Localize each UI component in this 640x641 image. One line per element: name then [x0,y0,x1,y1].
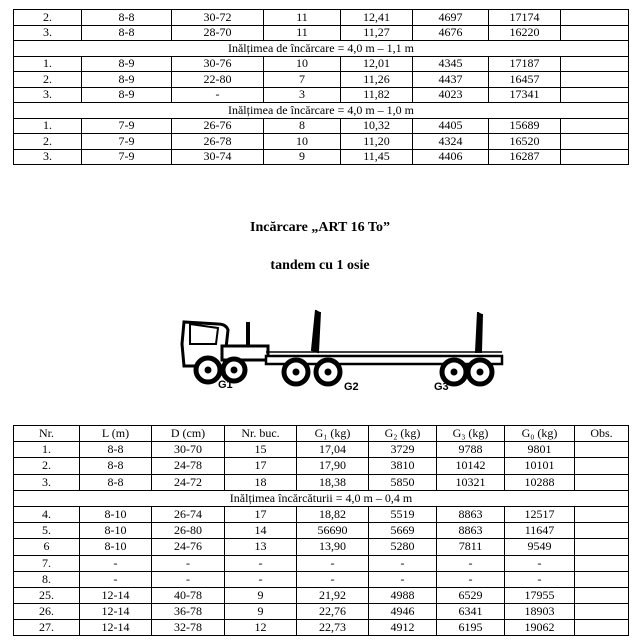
table-cell: 4988 [369,587,437,603]
table-cell: 10 [264,134,341,150]
table-row [14,56,629,72]
table-cell: 16520 [489,134,561,150]
table-cell: 8-10 [80,539,152,555]
section-title: Incărcare „ART 16 To” [250,220,390,235]
table-cell: 36-78 [152,604,225,620]
table-cell: 4405 [413,118,489,134]
table-cell: 12-14 [80,587,152,603]
table-cell: 8-10 [80,523,152,539]
table-cell: 8-9 [82,72,172,88]
table-cell: 9549 [505,539,575,555]
table-cell: 11647 [505,523,575,539]
table-cell: 12 [225,620,297,636]
table-cell: 24-76 [152,539,225,555]
table-cell: 18 [225,474,297,490]
table-cell: 9 [225,604,297,620]
table-cell: 30-74 [172,149,264,165]
table-cell: - [152,555,225,571]
column-header: Nr. buc. [225,426,297,442]
table-cell: 11,27 [341,25,413,41]
table-cell: 24-78 [152,458,225,474]
table-cell: - [505,571,575,587]
table-cell: 4946 [369,604,437,620]
table-cell: 16220 [489,25,561,41]
table-cell: 24-72 [152,474,225,490]
table-cell: 8-8 [82,10,172,26]
table-cell [575,506,629,522]
column-header: L (m) [80,426,152,442]
table-cell: 4676 [413,25,489,41]
table-cell: 22,73 [297,620,369,636]
table-cell: 8. [14,571,80,587]
table-cell: 17,90 [297,458,369,474]
table-cell: 11,26 [341,72,413,88]
table-cell [575,539,629,555]
front-stake [312,310,320,352]
table-row [14,587,629,603]
table-cell: 1. [14,442,80,458]
section-separator-row [14,490,629,506]
table-cell: 2. [14,72,82,88]
table-cell: 5850 [369,474,437,490]
table-cell: 3729 [369,442,437,458]
table-cell: 12-14 [80,604,152,620]
table-cell [561,25,629,41]
table-cell: - [505,555,575,571]
table-cell: 4345 [413,56,489,72]
table-cell: - [437,555,505,571]
rear-stake [476,312,482,352]
table-cell: 7811 [437,539,505,555]
table-cell: 10 [264,56,341,72]
top-table [13,9,629,165]
column-header: Nr. [14,426,80,442]
column-header: G₁ (kg) [297,426,369,442]
table-cell: 11,20 [341,134,413,150]
table-cell: 17 [225,458,297,474]
table-cell: 26-74 [152,506,225,522]
table-cell: 7 [264,72,341,88]
label-g2: G2 [344,381,359,393]
table-cell: 22,76 [297,604,369,620]
table-cell: 26-80 [152,523,225,539]
table-cell [575,571,629,587]
table-cell: 7-9 [82,134,172,150]
table-cell: 17 [225,506,297,522]
table-cell: 2. [14,10,82,26]
table-cell: 17,04 [297,442,369,458]
section-separator-row [14,41,629,57]
label-g1: G1 [218,379,233,391]
table-cell: 11 [264,25,341,41]
table-row [14,72,629,88]
table-cell: - [437,571,505,587]
table-cell [561,118,629,134]
table-cell: 3. [14,149,82,165]
table-cell: 30-76 [172,56,264,72]
bottom-table [13,425,629,636]
table-cell: 8-8 [82,25,172,41]
table-cell: 13 [225,539,297,555]
table-cell: 12-14 [80,620,152,636]
table-cell: 17187 [489,56,561,72]
table-cell: 3 [264,87,341,103]
table-cell: 8863 [437,523,505,539]
table-row [14,506,629,522]
table-cell: 9801 [505,442,575,458]
table-cell: 17955 [505,587,575,603]
table-cell: 13,90 [297,539,369,555]
table-cell: 10101 [505,458,575,474]
label-g3: G3 [434,381,449,393]
table-cell: 5. [14,523,80,539]
table-cell: - [80,571,152,587]
truck-diagram [178,300,508,396]
table-cell: 15 [225,442,297,458]
table-cell: 18,38 [297,474,369,490]
separator-text: Inălțimea de încărcare = 4,0 m – 1,1 m [14,41,629,57]
table-row [14,620,629,636]
table-cell: 8-8 [80,458,152,474]
table-cell: - [297,555,369,571]
table-cell: 4324 [413,134,489,150]
table-cell: - [297,571,369,587]
table-cell: - [80,555,152,571]
section-separator-row [14,103,629,119]
table-row [14,87,629,103]
column-header: G₃ (kg) [437,426,505,442]
table-cell: 21,92 [297,587,369,603]
table-cell: 3. [14,87,82,103]
table-cell [575,523,629,539]
table-cell: 28-70 [172,25,264,41]
table-cell: 6 [14,539,80,555]
table-cell [575,587,629,603]
table-cell [575,555,629,571]
table-cell: 3810 [369,458,437,474]
table-cell: 8 [264,118,341,134]
table-cell: 17174 [489,10,561,26]
table-cell [561,10,629,26]
table-cell [575,604,629,620]
table-cell: 2. [14,134,82,150]
table-cell: - [225,555,297,571]
table-cell: - [369,555,437,571]
separator-text: Inălțimea încărcăturii = 4,0 m – 0,4 m [14,490,629,506]
table-cell [575,458,629,474]
table-row [14,25,629,41]
table-cell [561,56,629,72]
table-header-row [14,426,629,442]
table-cell: 8-8 [80,474,152,490]
table-cell: - [225,571,297,587]
table-row [14,442,629,458]
table-cell: 10288 [505,474,575,490]
table-cell: 7-9 [82,118,172,134]
table-cell: 17341 [489,87,561,103]
table-cell [561,149,629,165]
table-cell [561,87,629,103]
table-row [14,134,629,150]
table-cell: 19062 [505,620,575,636]
separator-text: Inălțimea de încărcare = 4,0 m – 1,0 m [14,103,629,119]
table-cell: 12,01 [341,56,413,72]
column-header: Obs. [575,426,629,442]
table-cell [575,620,629,636]
table-cell: 27. [14,620,80,636]
column-header: D (cm) [152,426,225,442]
table-cell: 4023 [413,87,489,103]
table-cell: 25. [14,587,80,603]
table-cell: 16457 [489,72,561,88]
table-cell: 3. [14,25,82,41]
table-cell: 14 [225,523,297,539]
table-cell: 16287 [489,149,561,165]
table-cell: 10321 [437,474,505,490]
table-cell: 4437 [413,72,489,88]
table-cell: 11 [264,10,341,26]
column-header: G₀ (kg) [505,426,575,442]
table-cell: 26. [14,604,80,620]
table-cell: 30-70 [152,442,225,458]
table-cell: 4697 [413,10,489,26]
table-cell: 6529 [437,587,505,603]
table-row [14,523,629,539]
table-cell: 26-76 [172,118,264,134]
table-cell: 4. [14,506,80,522]
table-cell: 11,45 [341,149,413,165]
table-cell: 6341 [437,604,505,620]
table-cell: - [152,571,225,587]
table-cell: - [369,571,437,587]
table-cell: 5280 [369,539,437,555]
table-row [14,571,629,587]
table-row [14,604,629,620]
table-cell: 10,32 [341,118,413,134]
table-row [14,539,629,555]
table-cell: 11,82 [341,87,413,103]
table-cell: 7-9 [82,149,172,165]
table-cell: 7. [14,555,80,571]
table-cell [561,72,629,88]
table-cell: 26-78 [172,134,264,150]
table-row [14,555,629,571]
table-row [14,458,629,474]
table-cell [575,474,629,490]
table-cell: - [172,87,264,103]
table-cell: 4406 [413,149,489,165]
table-cell: 3. [14,474,80,490]
table-cell: 30-72 [172,10,264,26]
table-row [14,10,629,26]
table-cell: 18903 [505,604,575,620]
table-cell: 12,41 [341,10,413,26]
table-row [14,149,629,165]
table-cell: 12517 [505,506,575,522]
table-cell: 15689 [489,118,561,134]
table-cell: 8-10 [80,506,152,522]
table-cell: 10142 [437,458,505,474]
table-cell: 5669 [369,523,437,539]
section-subtitle: tandem cu 1 osie [270,258,370,273]
table-cell: 1. [14,118,82,134]
table-cell [561,134,629,150]
table-cell: 8-9 [82,56,172,72]
table-cell [575,442,629,458]
table-cell: 9 [225,587,297,603]
table-cell: 9 [264,149,341,165]
table-cell: 6195 [437,620,505,636]
table-cell: 8863 [437,506,505,522]
table-cell: 40-78 [152,587,225,603]
table-cell: 5519 [369,506,437,522]
table-cell: 32-78 [152,620,225,636]
table-cell: 56690 [297,523,369,539]
table-cell: 2. [14,458,80,474]
column-header: G₂ (kg) [369,426,437,442]
table-cell: 8-9 [82,87,172,103]
table-cell: 22-80 [172,72,264,88]
table-row [14,118,629,134]
table-cell: 4912 [369,620,437,636]
table-row [14,474,629,490]
table-cell: 18,82 [297,506,369,522]
table-cell: 9788 [437,442,505,458]
table-cell: 1. [14,56,82,72]
table-cell: 8-8 [80,442,152,458]
